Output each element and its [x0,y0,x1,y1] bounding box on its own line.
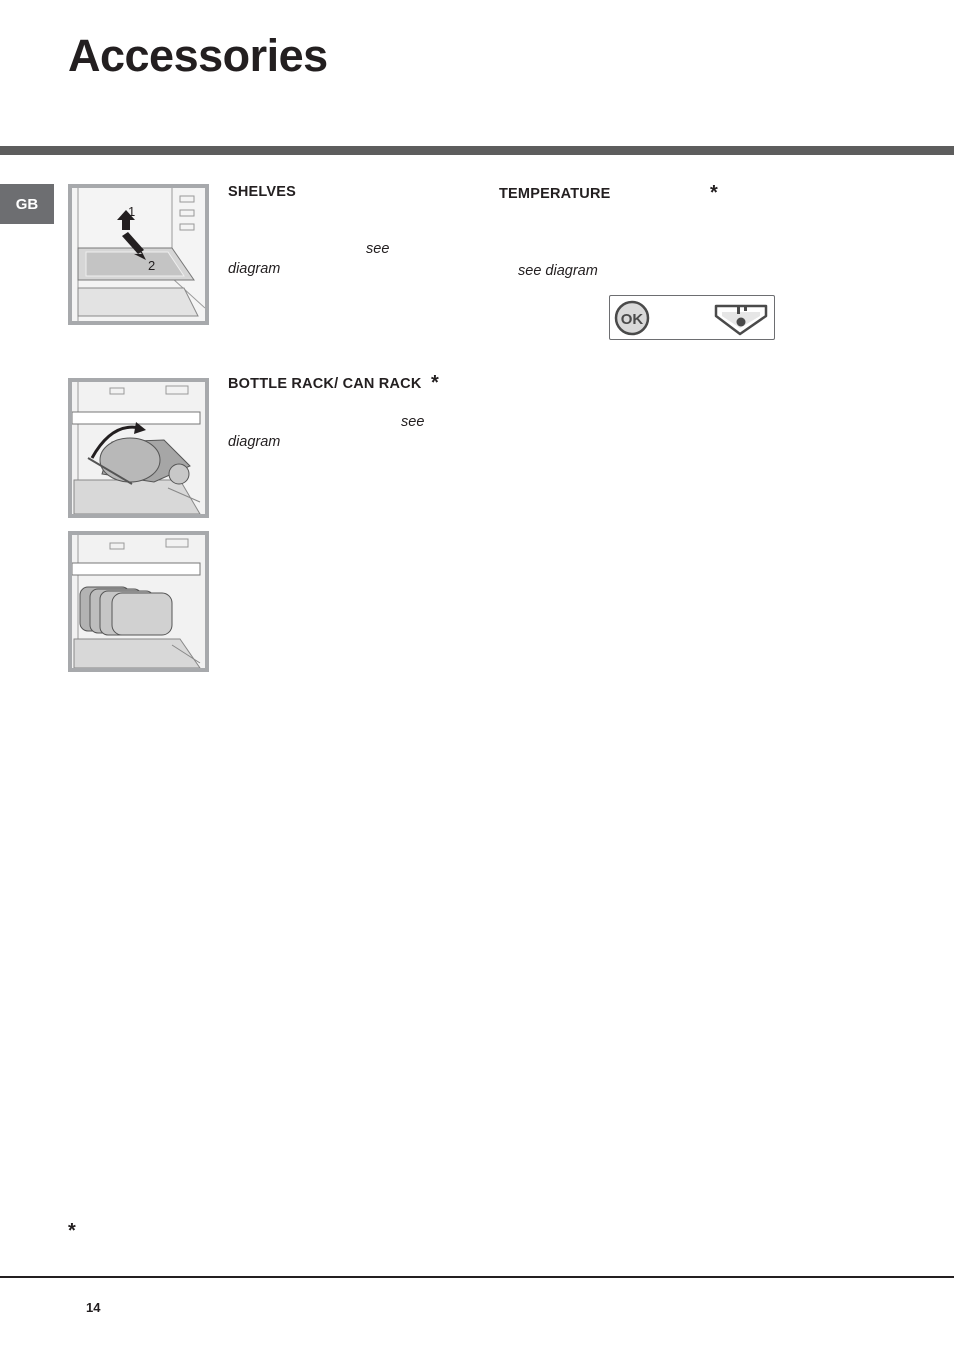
bottle-rack-ref-diagram: diagram [228,434,281,450]
footnote-asterisk: * [68,1220,76,1242]
temperature-indicator [609,295,775,340]
arrow-down-label: 2 [148,258,156,273]
temperature-level-icon [716,306,766,334]
shelves-ref-see: see [366,241,390,257]
shelves-diagram [68,184,209,325]
arrow-up-label: 1 [128,204,136,219]
bottle-rack-asterisk: * [431,372,439,394]
bottle-rack-diagram [68,378,209,518]
footer-rule [0,1276,954,1278]
bottle-rack-heading: BOTTLE RACK/ CAN RACK [228,376,422,392]
language-tab: GB [0,184,54,224]
shelves-heading: SHELVES [228,184,297,200]
temperature-asterisk: * [710,182,718,204]
bottle-rack-ref-see: see [401,414,425,430]
page-title: Accessories [68,30,328,81]
page-number: 14 [86,1300,101,1315]
can-rack-diagram [68,531,209,672]
temperature-heading: TEMPERATURE [499,186,611,202]
ok-label: OK [620,311,644,328]
ok-icon [616,302,648,334]
temperature-ref: see diagram [518,263,598,279]
shelves-ref-diagram: diagram [228,261,281,277]
header-divider-bar [0,146,954,155]
